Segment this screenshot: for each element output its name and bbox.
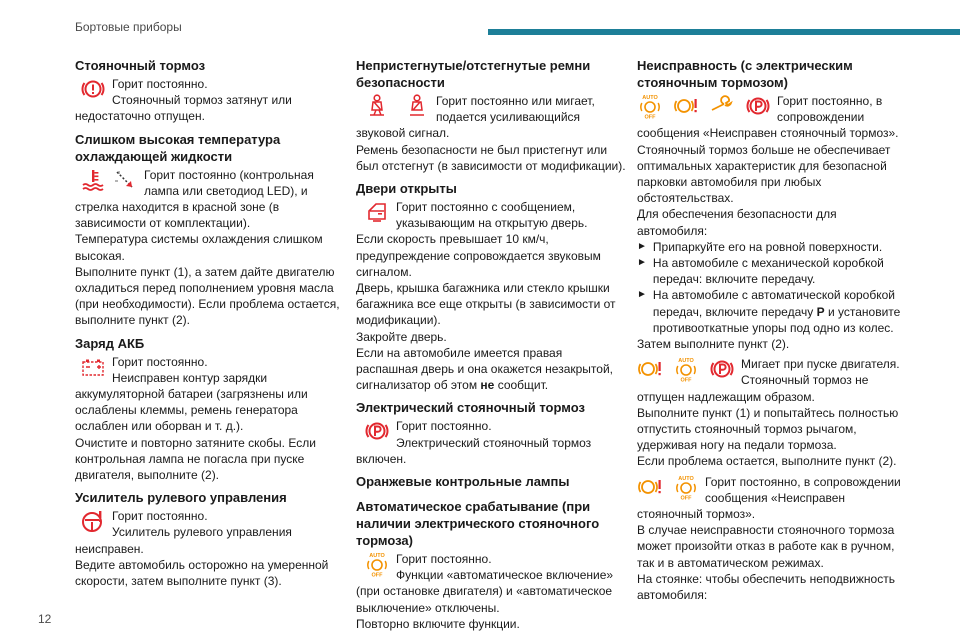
svg-text:AUTO: AUTO: [642, 95, 658, 101]
flash-l1: Мигает при пуске двигателя.: [741, 357, 900, 372]
battery-icon: [80, 354, 106, 380]
column-3: [637, 57, 910, 603]
doors-l2: Если скорость превышает 10 км/ч, предупреждение сопровождается звуковым сигналом.: [356, 232, 601, 279]
auto-l1: Горит постоянно.: [396, 552, 492, 567]
list-item: ► На автомобиле с автоматической коробкой передач, включите передачу P и установите противооткатные упоры под одно из колес.: [637, 288, 901, 335]
parking-fault-icon: [637, 474, 663, 500]
svg-text:OFF: OFF: [680, 377, 692, 383]
section-title-electric-parking-brake: Электрический стояночный тормоз: [356, 400, 585, 416]
auto-off-icon: [673, 356, 699, 382]
epb-l2: Электрический стояночный тормоз включен.: [356, 435, 592, 466]
page-number: 12: [38, 612, 52, 626]
flash-l2: Стояночный тормоз не отпущен надлежащим образом.: [637, 373, 869, 404]
doors-l3: Дверь, крышка багажника или стекло крышки багажника все еще открыты (в зависимости от модификации).: [356, 281, 616, 328]
flash-l3: Выполните пункт (1) и попытайтесь полностью отпустить стояночный тормоз рычагом, удерживая ногу на педали тормоза.: [637, 405, 899, 453]
svg-text:AUTO: AUTO: [678, 358, 694, 365]
auto-l2: Функции «автоматическое включение» (при остановке двигателя) и «автоматическое выключение» отключены.: [356, 568, 614, 615]
header-accent-bar: [488, 29, 960, 35]
header-title: Бортовые приборы: [75, 20, 182, 34]
fault-l1: Горит постоянно, в сопровождении сообщения «Неисправен стояночный тормоз».: [637, 94, 899, 141]
parking-brake-l1: Горит постоянно.: [112, 77, 208, 91]
section-title-fault: Неисправность (с электрическим стояночным тормозом): [637, 58, 853, 90]
battery-l3: Очистите и повторно затяните скобы. Если контрольная лампа не погасла при пуске двигателя, выполните (2).: [75, 435, 316, 483]
electric-parking-brake-icon: [364, 418, 390, 444]
battery-l2: Неисправен контур зарядки аккумуляторной батареи (загрязнены или ослаблены клеммы, ремень генератора ослаблен или оборван и т. д.).: [75, 370, 308, 434]
parking-fault-icon: [673, 93, 699, 119]
section-title-parking-brake: Стояночный тормоз: [75, 58, 206, 73]
electric-parking-brake-icon: [709, 356, 735, 382]
power-steering-l2: Усилитель рулевого управления неисправен.: [75, 525, 292, 556]
electric-parking-brake-icon: [745, 93, 771, 119]
section-title-coolant: Слишком высокая температура охлаждающей жидкости: [75, 131, 281, 164]
power-steering-icon: [80, 508, 106, 534]
section-title-power-steering: Усилитель рулевого управления: [75, 490, 287, 506]
fault-l3: Для обеспечения безопасности для автомобиля:: [637, 207, 837, 238]
section-title-doors: Двери открыты: [356, 181, 457, 197]
svg-text:AUTO: AUTO: [678, 475, 694, 482]
doors-l1: Горит постоянно с сообщением, указывающим на открытую дверь.: [396, 200, 588, 231]
parking-brake-warning-icon: [80, 76, 106, 102]
list-item: ► На автомобиле с механической коробкой передач: включите передачу.: [637, 256, 884, 287]
wrench-icon: [709, 93, 735, 119]
section-title-battery: Заряд АКБ: [75, 335, 145, 351]
seatbelt-l1: Горит постоянно или мигает, подается усиливающийся звуковой сигнал.: [356, 94, 595, 141]
power-steering-l1: Горит постоянно.: [112, 509, 208, 524]
coolant-led-arrow-icon: [112, 167, 138, 193]
fault-l2: Стояночный тормоз больше не обеспечивает оптимальных характеристик для безопасной парковки автомобиля при любых обстоятельствах.: [637, 142, 891, 206]
door-open-icon: [364, 199, 390, 225]
svg-text:OFF: OFF: [644, 114, 656, 119]
column-1: [75, 57, 343, 589]
list-item: ► Припаркуйте его на ровной поверхности.: [637, 239, 883, 254]
auto-off-icon: [673, 474, 699, 500]
manual-l3: На стоянке: чтобы обеспечить неподвижность автомобиля:: [637, 571, 895, 603]
svg-text:AUTO: AUTO: [369, 553, 385, 560]
coolant-l1: Горит постоянно (контрольная лампа или светодиод LED), и стрелка находится в красной зоне (в зависимости от комплектации).: [75, 167, 314, 231]
doors-l4: Закройте дверь.: [356, 329, 447, 344]
column-2: [356, 57, 626, 632]
seatbelt-l2: Ремень безопасности не был пристегнут или был отстегнут (в зависимости от модификации).: [356, 142, 626, 173]
section-title-orange-lamps: Оранжевые контрольные лампы: [356, 474, 570, 490]
manual-l2: В случае неисправности стояночного тормоза может произойти отказ в работе как в ручном, так и в автоматическом режимах.: [637, 523, 895, 570]
flash-l4: Если проблема остается, выполните пункт (2).: [637, 454, 897, 469]
auto-off-icon: [637, 93, 663, 119]
coolant-l3: Выполните пункт (1), а затем дайте двигателю охладиться перед пополнением уровня масла (при необходимости). Если проблема остается, выполните пункт (2).: [75, 264, 340, 328]
seatbelt-rear-icon: [404, 93, 430, 119]
power-steering-l3: Ведите автомобиль осторожно на умеренной скорости, затем выполните пункт (3).: [75, 557, 329, 589]
coolant-l2: Температура системы охлаждения слишком высокая.: [75, 232, 323, 263]
doors-l5: Если на автомобиле имеется правая распашная дверь и она окажется незакрытой, сигнализатор об этом не сообщит.: [356, 345, 613, 393]
epb-l1: Горит постоянно.: [396, 419, 492, 434]
fault-l4: Затем выполните пункт (2).: [637, 337, 790, 352]
svg-text:OFF: OFF: [371, 572, 383, 578]
section-title-seatbelt: Непристегнутые/отстегнутые ремни безопасности: [356, 58, 591, 90]
parking-brake-l2: Стояночный тормоз затянут или недостаточно отпущен.: [75, 93, 292, 124]
parking-fault-icon: [637, 356, 663, 382]
battery-l1: Горит постоянно.: [112, 354, 208, 369]
manual-l1: Горит постоянно, в сопровождении сообщения «Неисправен стояночный тормоз».: [637, 474, 901, 522]
coolant-temperature-icon: [80, 167, 106, 193]
svg-text:OFF: OFF: [680, 495, 692, 500]
auto-off-icon: [364, 551, 390, 577]
section-title-auto: Автоматическое срабатывание (при наличии электрического стояночного тормоза): [356, 499, 600, 549]
auto-l3: Повторно включите функции.: [356, 616, 520, 631]
seatbelt-front-icon: [364, 93, 390, 119]
